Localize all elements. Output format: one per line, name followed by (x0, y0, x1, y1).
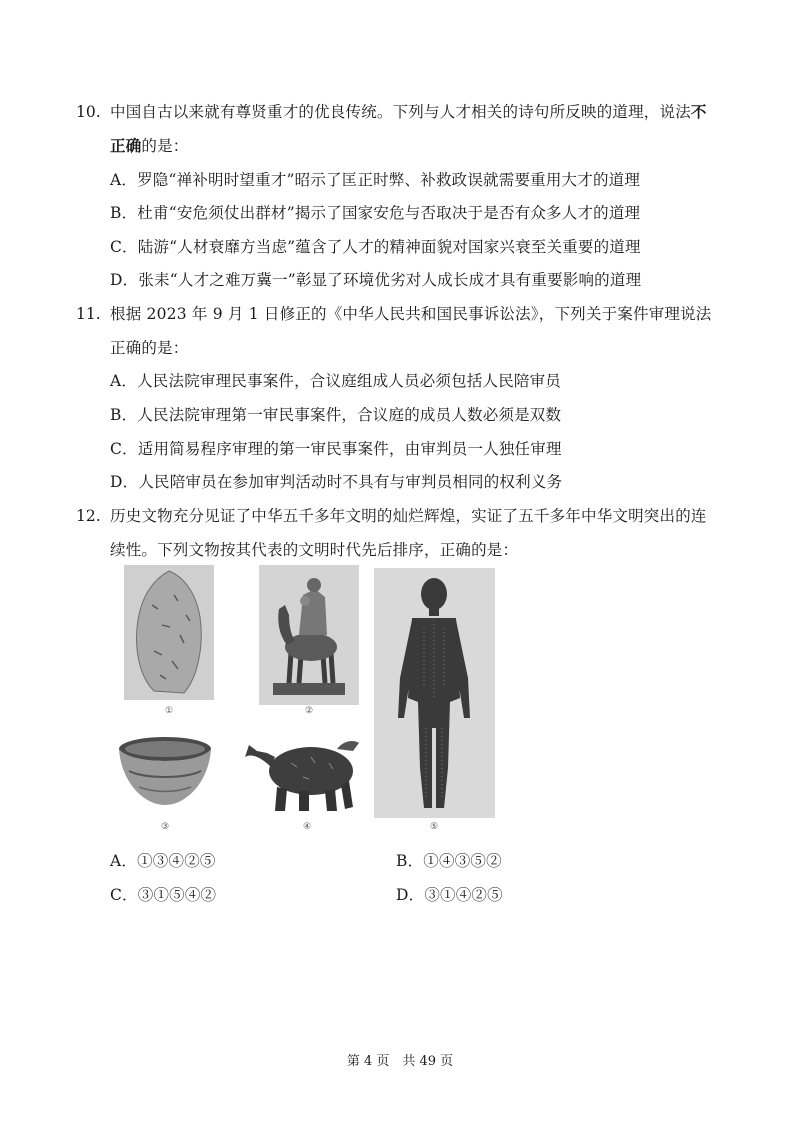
q12-option-d[interactable]: D．③①④②⑤ (396, 886, 503, 904)
q10-option-a[interactable]: A．罗隐“禅补明时望重才”昭示了匡正时弊、补救政误就需要重用大才的道理 (110, 171, 641, 189)
caption-3: ③ (160, 822, 170, 832)
question-12-stem-line2: 续性。下列文物按其代表的文明时代先后排序，正确的是： (110, 541, 519, 559)
question-12-stem-line1: 历史文物充分见证了中华五千多年文明的灿烂辉煌，实证了五千多年中华文明突出的连 (110, 507, 707, 525)
q10-option-d[interactable]: D．张耒“人才之难万冀一”彰显了环境优劣对人成长成才具有重要影响的道理 (110, 271, 642, 289)
artifact-2-camel-figurine-image (259, 565, 359, 705)
question-11-number: 11. (76, 305, 101, 323)
caption-1: ① (164, 706, 174, 716)
question-10-stem-line2 (110, 136, 189, 156)
q10-stem-rest: 的是： (141, 137, 189, 155)
q10-stem-text: 中国自古以来就有尊贤重才的优良传统。下列与人才相关的诗句所反映的道理，说法 (110, 103, 691, 121)
q11-option-c[interactable]: C．适用简易程序审理的第一审民事案件，由审判员一人独任审理 (110, 440, 562, 458)
artifact-5-acupuncture-bronze-figure-image (374, 568, 495, 818)
q12-option-a[interactable]: A．①③④②⑤ (110, 852, 216, 870)
caption-2: ② (304, 706, 314, 716)
artifact-1-oracle-bone-image (124, 565, 214, 700)
caption-4: ④ (302, 822, 312, 832)
q10-stem-bold-correct: 正确 (110, 136, 142, 155)
page-footer: 第 4 页 共 49 页 (346, 1054, 454, 1069)
caption-5: ⑤ (429, 822, 439, 832)
q12-option-c[interactable]: C．③①⑤④② (110, 886, 217, 904)
question-11-stem-line1: 根据 2023 年 9 月 1 日修正的《中华人民共和国民事诉讼法》，下列关于案件审理说法 (110, 305, 712, 323)
question-10-number: 10. (76, 103, 101, 121)
q11-option-b[interactable]: B．人民法院审理第一审民事案件，合议庭的成员人数必须是双数 (110, 406, 562, 424)
q10-option-b[interactable]: B．杜甫“安危须仗出群材”揭示了国家安危与否取决于是否有众多人才的道理 (110, 204, 641, 222)
q11-option-a[interactable]: A．人民法院审理民事案件，合议庭组成人员必须包括人民陪审员 (110, 372, 561, 390)
q10-stem-bold-not: 不 (690, 102, 707, 121)
question-11-stem-line2: 正确的是： (110, 339, 189, 357)
q12-option-b[interactable]: B．①④③⑤② (396, 852, 502, 870)
question-10-stem-line1 (110, 102, 707, 122)
artifact-3-painted-pottery-basin-image (115, 731, 215, 813)
artifact-4-bronze-rhinoceros-image (241, 727, 373, 815)
q10-option-c[interactable]: C．陆游“人材衰靡方当虑”蕴含了人才的精神面貌对国家兴衰至关重要的道理 (110, 238, 641, 256)
question-12-number: 12. (76, 507, 101, 525)
q11-option-d[interactable]: D．人民陪审员在参加审判活动时不具有与审判员相同的权利义务 (110, 473, 563, 491)
